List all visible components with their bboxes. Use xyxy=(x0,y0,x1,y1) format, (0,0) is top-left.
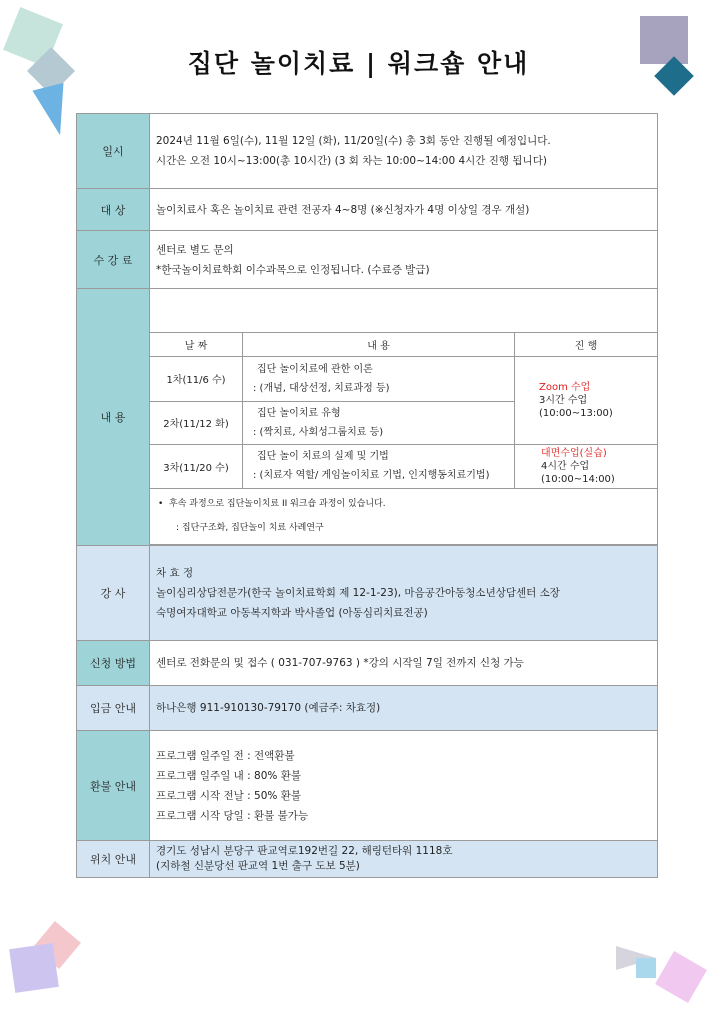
apply-text: 센터로 전화문의 및 접수 ( 031-707-9763 ) *강의 시작일 7일 전까지 신청 가능 xyxy=(150,641,658,686)
refund-label: 환불 안내 xyxy=(77,731,150,841)
decor-square-violet xyxy=(9,943,59,993)
followup-topics: : 집단구조화, 집단놀이 치료 사례연구 xyxy=(176,523,324,533)
progress-zoom-time: (10:00~13:00) xyxy=(539,407,613,419)
followup-note: 후속 과정으로 집단놀이치료 II 워크숍 과정이 있습니다. xyxy=(169,499,386,509)
fee-line-2: *한국놀이치료학회 이수과목으로 인정됩니다. (수료증 발급) xyxy=(156,263,430,276)
row-location xyxy=(77,841,658,878)
location-address: 경기도 성남시 분당구 판교역로192번길 22, 해링턴타워 1118호 xyxy=(156,845,453,857)
row-fee xyxy=(77,231,658,289)
refund-item: 프로그램 시작 전날 : 50% 환불 xyxy=(156,789,301,802)
location-label: 위치 안내 xyxy=(77,841,150,878)
session-title: 집단 놀이 치료의 실제 및 기법 xyxy=(257,451,389,462)
instructor-line-1: 놀이심리상담전문가(한국 놀이치료학회 제 12-1-23), 마음공간아동청소년상담센터 소장 xyxy=(156,587,560,599)
fee-label: 수 강 료 xyxy=(77,231,150,289)
session-title: 집단 놀이치료에 관한 이론 xyxy=(257,363,373,375)
progress-zoom-mode: Zoom 수업 xyxy=(539,381,591,393)
page-title: 집단 놀이치료 | 워크숍 안내 xyxy=(187,49,530,78)
info-table xyxy=(76,113,658,878)
row-refund xyxy=(77,731,658,841)
session-date: 3차(11/20 수) xyxy=(150,444,243,488)
decor-square-magenta xyxy=(655,951,707,1003)
progress-inperson-time: (10:00~14:00) xyxy=(541,473,615,485)
payment-label: 입금 안내 xyxy=(77,686,150,731)
fee-line-1: 센터로 별도 문의 xyxy=(156,243,234,256)
row-target xyxy=(77,189,658,231)
content-label: 내 용 xyxy=(77,289,150,546)
session-detail: : (짝치료, 사회성그룹치료 등) xyxy=(253,426,384,438)
row-schedule xyxy=(77,114,658,189)
refund-item: 프로그램 일주일 전 : 전액환불 xyxy=(156,749,295,762)
session-detail: : (개념, 대상선정, 치료과정 등) xyxy=(253,382,390,394)
progress-zoom-hours: 3시간 수업 xyxy=(539,394,588,406)
row-apply xyxy=(77,641,658,686)
session-row xyxy=(150,356,657,401)
session-row xyxy=(150,444,657,488)
session-date: 2차(11/12 화) xyxy=(150,401,243,444)
refund-item: 프로그램 시작 당일 : 환불 불가능 xyxy=(156,809,309,822)
progress-inperson-hours: 4시간 수업 xyxy=(541,460,590,472)
header-date: 날 짜 xyxy=(150,332,243,356)
instructor-line-2: 숙명여자대학교 아동복지학과 박사졸업 (아동심리치료전공) xyxy=(156,607,428,619)
apply-label: 신청 방법 xyxy=(77,641,150,686)
session-date: 1차(11/6 수) xyxy=(150,356,243,401)
decor-square-skyblue xyxy=(636,958,656,978)
row-payment xyxy=(77,686,658,731)
row-content xyxy=(77,289,658,546)
session-table xyxy=(150,289,657,545)
decor-triangle-blue xyxy=(32,83,75,139)
session-detail: : (치료자 역할/ 게임놀이치료 기법, 인지행동치료기법) xyxy=(253,470,490,481)
location-directions: (지하철 신분당선 판교역 1번 출구 도보 5분) xyxy=(156,860,360,872)
progress-inperson-mode: 대면수업(실습) xyxy=(541,447,607,459)
row-instructor xyxy=(77,546,658,641)
header-content: 내 용 xyxy=(243,332,515,356)
instructor-name: 차 효 정 xyxy=(156,567,194,579)
refund-item: 프로그램 일주일 내 : 80% 환불 xyxy=(156,769,301,782)
schedule-line-1: 2024년 11월 6일(수), 11월 12일 (화), 11/20일(수) 총 3회 동안 진행될 예정입니다. xyxy=(156,135,551,147)
schedule-line-2: 시간은 오전 10시~13:00(총 10시간) (3 회 차는 10:00~14:00 4시간 진행 됩니다) xyxy=(156,155,547,167)
instructor-label: 강 사 xyxy=(77,546,150,641)
header-progress: 진 행 xyxy=(515,332,658,356)
session-title: 집단 놀이치료 유형 xyxy=(257,407,341,419)
payment-text: 하나은행 911-910130-79170 (예금주: 차효정) xyxy=(150,686,658,731)
target-text: 놀이치료사 혹은 놀이치료 관련 전공자 4~8명 (※신청자가 4명 이상일 경우 개설) xyxy=(150,189,658,231)
schedule-label: 일시 xyxy=(77,114,150,189)
target-label: 대 상 xyxy=(77,189,150,231)
bullet-icon: • xyxy=(158,499,170,509)
